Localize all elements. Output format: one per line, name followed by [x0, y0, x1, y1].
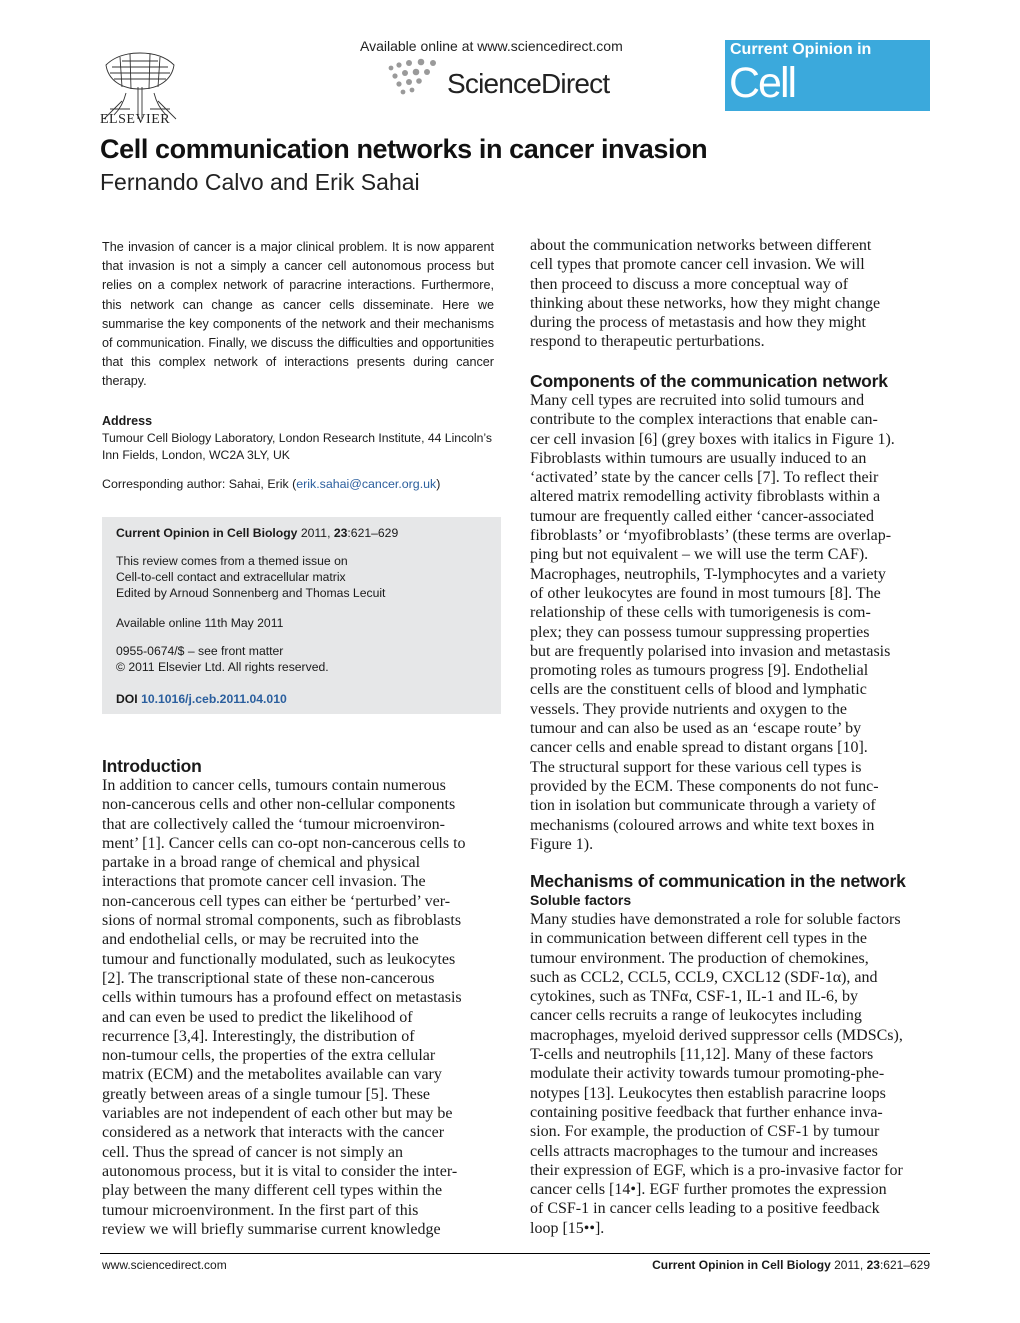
- soluble-line: cytokines, such as TNFα, CSF-1, IL-1 and IL-6, by: [530, 988, 859, 1006]
- components-line: promoting roles as tumours progress [9]. Endothelial: [530, 662, 869, 680]
- address-text: [102, 430, 507, 463]
- soluble-line: tumour environment. The production of chemokines,: [530, 949, 869, 967]
- components-line: contribute to the complex interactions that enable can-: [530, 411, 878, 429]
- components-line: tumour are frequently called either ‘cancer-associated: [530, 507, 874, 525]
- infobox-available: Available online 11th May 2011: [116, 616, 284, 630]
- soluble-line: such as CCL2, CCL5, CCL9, CXCL12 (SDF-1α), and: [530, 968, 878, 986]
- components-line: plex; they can possess tumour suppressing properties: [530, 623, 870, 641]
- intro-line: play between the many different cell types within the: [102, 1182, 443, 1200]
- intro-cont-line: respond to therapeutic perturbations.: [530, 333, 765, 351]
- article-authors: Fernando Calvo and Erik Sahai: [100, 169, 420, 195]
- infobox-doi-link[interactable]: 10.1016/j.ceb.2011.04.010: [141, 692, 287, 706]
- address-line-2: Inn Fields, London, WC2A 3LY, UK: [102, 447, 290, 462]
- soluble-line: their expression of EGF, which is a pro-invasive factor for: [530, 1161, 903, 1179]
- intro-line: tumour and functionally modulated, such as leukocytes: [102, 950, 456, 968]
- components-line: tumour and can also be used as an ‘escape route’ by: [530, 720, 862, 738]
- intro-line: and can even be used to predict the likelihood of: [102, 1008, 413, 1026]
- intro-cont-line: cell types that promote cancer cell invasion. We will: [530, 256, 865, 274]
- soluble-line: in communication between different cell types in the: [530, 930, 867, 948]
- components-line: altered matrix remodelling activity fibroblasts within a: [530, 488, 881, 506]
- intro-line: interactions that promote cancer cell invasion. The: [102, 873, 426, 891]
- components-line: Fibroblasts within tumours are usually induced to an: [530, 449, 867, 467]
- components-line: The structural support for these various cell types is: [530, 758, 862, 776]
- footer-volume: 23: [866, 1258, 880, 1272]
- components-line: mechanisms (coloured arrows and white text boxes in: [530, 816, 875, 834]
- intro-line: matrix (ECM) and the metabolites available can vary: [102, 1066, 442, 1084]
- components-line: Many cell types are recruited into solid tumours and: [530, 392, 865, 409]
- address-label: Address: [102, 414, 153, 428]
- soluble-line: loop [15••].: [530, 1219, 605, 1237]
- footer-year: 2011,: [834, 1258, 864, 1272]
- components-line: ping but not equivalent – we will use the term CAF).: [530, 546, 869, 564]
- sciencedirect-dots-icon: [385, 58, 445, 98]
- components-line: provided by the ECM. These components do not func-: [530, 777, 879, 795]
- footer-citation: [652, 1258, 930, 1272]
- components-body: [530, 391, 930, 854]
- journal-logo-box: [725, 40, 930, 157]
- sciencedirect-wordmark: ScienceDirect: [447, 68, 610, 99]
- corresponding-prefix: Corresponding author: Sahai, Erik (: [102, 477, 297, 491]
- intro-cont-line: about the communication networks between different: [530, 237, 872, 254]
- infobox-doi-label: DOI: [116, 692, 138, 706]
- components-line: tion in isolation but communicate through a variety of: [530, 797, 876, 815]
- journal-logo-small-text: Current Opinion in: [730, 41, 872, 58]
- components-line: ‘activated’ state by the cancer cells [7]. To reflect their: [530, 469, 879, 487]
- components-line: cells are the constituent cells of blood and lymphatic: [530, 681, 867, 699]
- intro-line: non-tumour cells, the properties of the extra cellular: [102, 1047, 436, 1065]
- infobox-pages: :621–629: [347, 526, 399, 540]
- infobox-issn: 0955-0674/$ – see front matter: [116, 644, 284, 658]
- soluble-line: containing positive feedback that further enhance inva-: [530, 1103, 883, 1121]
- components-line: cer cell invasion [6] (grey boxes with italics in Figure 1).: [530, 430, 895, 448]
- intro-line: tumour microenvironment. In the first part of this: [102, 1201, 419, 1219]
- introduction-heading: Introduction: [102, 756, 202, 776]
- intro-cont-line: thinking about these networks, how they might change: [530, 294, 881, 312]
- soluble-line: T-cells and neutrophils [11,12]. Many of these factors: [530, 1046, 874, 1064]
- infobox-volume: 23: [333, 526, 348, 540]
- intro-line: cell. Thus the spread of cancer is not simply an: [102, 1143, 403, 1161]
- infobox-year: 2011,: [300, 526, 331, 540]
- journal-logo-big-text: Cell Biology: [729, 59, 857, 157]
- intro-line: greatly between areas of a single tumour [5]. These: [102, 1085, 431, 1103]
- footer-pages: :621–629: [879, 1258, 930, 1272]
- infobox-journal: Current Opinion in Cell Biology: [116, 526, 298, 540]
- infobox-doi: [116, 691, 287, 707]
- soluble-line: macrophages, myeloid derived suppressor cells (MDSCs),: [530, 1026, 903, 1044]
- components-line: Macrophages, neutrophils, T-lymphocytes and a variety: [530, 565, 886, 583]
- infobox-themed-2: Cell-to-cell contact and extracellular matrix: [116, 570, 346, 584]
- introduction-body: [102, 776, 502, 1239]
- soluble-line: sion. For example, the production of CSF-1 by tumour: [530, 1123, 880, 1141]
- footer-journal: Current Opinion in Cell Biology: [652, 1258, 831, 1272]
- intro-line: autonomous process, but it is vital to consider the inter-: [102, 1162, 458, 1180]
- components-line: Figure 1).: [530, 835, 594, 853]
- article-info-box: [102, 517, 501, 714]
- soluble-line: cells attracts macrophages to the tumour and increases: [530, 1142, 878, 1160]
- available-online-text: Available online at www.sciencedirect.com: [360, 38, 623, 54]
- components-line: relationship of these cells with tumorigenesis is com-: [530, 604, 871, 622]
- intro-line: sions of normal stromal components, such as fibroblasts: [102, 912, 462, 930]
- intro-cont-line: then proceed to discuss a more conceptual way of: [530, 275, 849, 293]
- article-title: Cell communication networks in cancer invasion: [100, 134, 708, 164]
- soluble-factors-heading: Soluble factors: [530, 892, 632, 908]
- corresponding-suffix: ): [436, 477, 441, 491]
- components-line: fibroblasts’ or ‘myofibroblasts’ (these terms are overlap-: [530, 527, 892, 545]
- intro-line: that are collectively called the ‘tumour microenviron-: [102, 815, 445, 833]
- mechanisms-heading: Mechanisms of communication in the network: [530, 871, 906, 891]
- intro-line: variables are not independent of each other but may be: [102, 1105, 453, 1123]
- infobox-editors: Edited by Arnoud Sonnenberg and Thomas Lecuit: [116, 586, 386, 600]
- components-line: vessels. They provide nutrients and oxygen to the: [530, 700, 847, 718]
- components-line: cancer cells and enable spread to distant organs [10].: [530, 739, 868, 757]
- components-line: of other leukocytes are found in most tumours [8]. The: [530, 584, 881, 602]
- components-line: but are frequently polarised into invasion and metastasis: [530, 642, 891, 660]
- publisher-name: ELSEVIER: [100, 112, 171, 127]
- infobox-themed-1: This review comes from a themed issue on: [116, 554, 348, 568]
- soluble-line: cancer cells [14•]. EGF further promotes the expression: [530, 1181, 887, 1199]
- intro-line: recurrence [3,4]. Interestingly, the distribution of: [102, 1027, 415, 1045]
- address-line-1: Tumour Cell Biology Laboratory, London Research Institute, 44 Lincoln’s: [102, 431, 492, 445]
- intro-line: non-cancerous cells and other non-cellular components: [102, 796, 456, 814]
- intro-line: considered as a network that interacts with the cancer: [102, 1124, 445, 1142]
- infobox-copyright: © 2011 Elsevier Ltd. All rights reserved.: [116, 660, 329, 674]
- intro-line: review we will briefly summarise current knowledge: [102, 1220, 441, 1238]
- intro-line: partake in a broad range of chemical and physical: [102, 854, 421, 872]
- soluble-line: of CSF-1 in cancer cells leading to a positive feedback: [530, 1200, 880, 1218]
- soluble-line: modulate their activity towards tumour promoting-phe-: [530, 1065, 885, 1083]
- intro-line: cells within tumours has a profound effect on metastasis: [102, 989, 462, 1007]
- soluble-line: notypes [13]. Leukocytes then establish paracrine loops: [530, 1084, 886, 1102]
- intro-line: and endothelial cells, or may be recruited into the: [102, 931, 419, 949]
- intro-line: non-cancerous cell types can either be ‘perturbed’ ver-: [102, 892, 451, 910]
- footer-divider: [100, 1253, 930, 1254]
- footer-website: www.sciencedirect.com: [102, 1258, 227, 1272]
- abstract-text: The invasion of cancer is a major clinical problem. It is now apparent that invasion is not a simply a cancer cell autonomous process but relies on a complex network of paracrine interactions. Furthermore, this network can change as cancer cells disseminate. Here we summarise the key components of the network and their mechanisms of communication. Finally, we discuss the difficulties and opportunities that this complex network of interactions presents during cancer therapy.: [102, 240, 494, 389]
- infobox-citation: [116, 525, 398, 541]
- intro-cont-line: during the process of metastasis and how they might: [530, 314, 866, 332]
- soluble-line: cancer cells recruits a range of leukocytes including: [530, 1007, 862, 1025]
- intro-line: [2]. The transcriptional state of these non-cancerous: [102, 969, 435, 987]
- soluble-factors-body: [530, 910, 930, 1238]
- introduction-continued: [530, 236, 930, 352]
- components-heading: Components of the communication network: [530, 371, 888, 391]
- corresponding-author: [102, 477, 440, 491]
- soluble-line: Many studies have demonstrated a role for soluble factors: [530, 911, 901, 928]
- corresponding-email-link[interactable]: erik.sahai@cancer.org.uk: [296, 477, 437, 491]
- intro-line: ment’ [1]. Cancer cells can co-opt non-cancerous cells to: [102, 834, 466, 852]
- intro-line: In addition to cancer cells, tumours contain numerous: [102, 777, 446, 794]
